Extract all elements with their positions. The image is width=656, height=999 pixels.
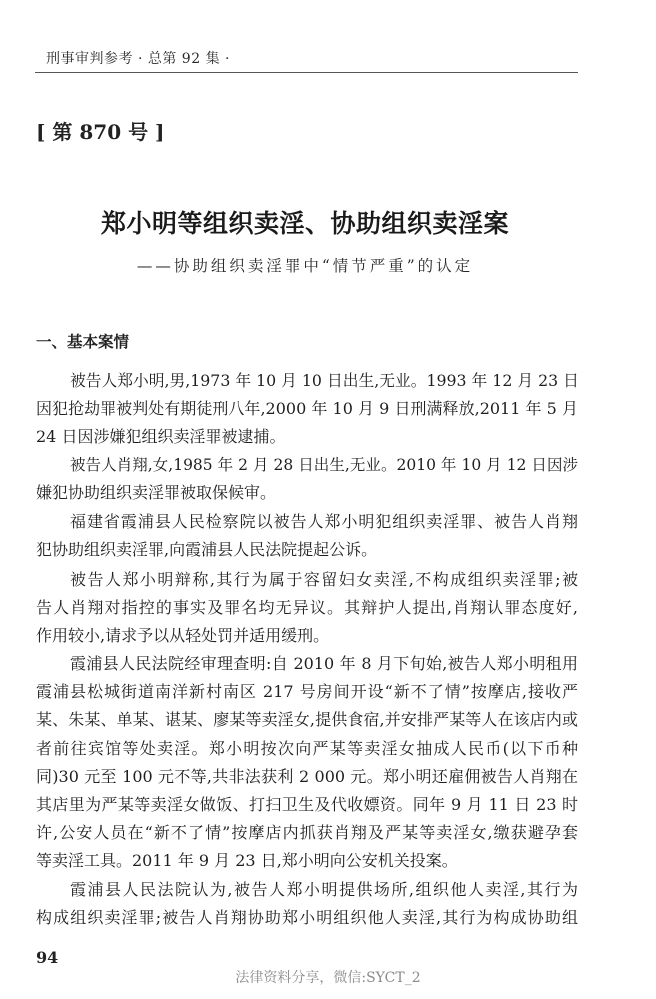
body-line: 同)30 元至 100 元不等,共非法获利 2 000 元。郑小明还雇佣被告人肖翔在 (36, 767, 578, 786)
body-line: 等卖淫工具。2011 年 9 月 23 日,郑小明向公安机关投案。 (36, 851, 458, 870)
body-line: 其店里为严某等卖淫女做饭、打扫卫生及代收嫖资。同年 9 月 11 日 23 时 (36, 795, 578, 814)
header-rule (35, 72, 578, 73)
body-line: 作用较小,请求予以从轻处罚并适用缓刑。 (36, 626, 330, 645)
body-line: 告人肖翔对指控的事实及罪名均无异议。其辩护人提出,肖翔认罪态度好, (36, 598, 578, 617)
body-line: 许,公安人员在“新不了情”按摩店内抓获肖翔及严某等卖淫女,缴获避孕套 (36, 823, 578, 842)
case-number: [ 第 870 号 ] (36, 120, 165, 144)
body-line: 嫌犯协助组织卖淫罪被取保候审。 (36, 483, 277, 502)
body-line: 霞浦县松城街道南洋新村南区 217 号房间开设“新不了情”按摩店,接收严 (36, 682, 578, 701)
body-line: 霞浦县人民法院认为,被告人郑小明提供场所,组织他人卖淫,其行为 (70, 880, 578, 899)
body-line: 构成组织卖淫罪;被告人肖翔协助郑小明组织他人卖淫,其行为构成协助组 (36, 908, 578, 927)
running-head: 刑事审判参考 · 总第 92 集 · (46, 51, 230, 67)
body-line: 被告人郑小明,男,1973 年 10 月 10 日出生,无业。1993 年 12 月 23 日 (70, 371, 579, 390)
body-line: 某、朱某、单某、谌某、廖某等卖淫女,提供食宿,并安排严某等人在该店内或 (36, 710, 578, 729)
article-title: 郑小明等组织卖淫、协助组织卖淫案 (100, 209, 509, 238)
body-line: 霞浦县人民法院经审理查明:自 2010 年 8 月下旬始,被告人郑小明租用 (70, 654, 578, 673)
body-line: 24 日因涉嫌犯组织卖淫罪被逮捕。 (36, 427, 286, 446)
body-line: 被告人肖翔,女,1985 年 2 月 28 日出生,无业。2010 年 10 月 12 日因涉 (70, 456, 578, 474)
page-number: 94 (36, 948, 59, 967)
body-line: 犯协助组织卖淫罪,向霞浦县人民法院提起公诉。 (36, 540, 378, 559)
body-line: 因犯抢劫罪被判处有期徒刑八年,2000 年 10 月 9 日刑满释放,2011 年 5 月 (36, 399, 578, 418)
body-line: 者前往宾馆等处卖淫。郑小明按次向严某等卖淫女抽成人民币(以下币种 (36, 739, 578, 758)
body-line: 被告人郑小明辩称,其行为属于容留妇女卖淫,不构成组织卖淫罪;被 (70, 570, 578, 589)
body-line: 福建省霞浦县人民检察院以被告人郑小明犯组织卖淫罪、被告人肖翔 (70, 512, 578, 531)
watermark: 法律资料分享，微信:SYCT_2 (235, 970, 421, 986)
article-subtitle: ——协助组织卖淫罪中“情节严重”的认定 (136, 257, 474, 275)
section-heading: 一、基本案情 (36, 333, 130, 351)
